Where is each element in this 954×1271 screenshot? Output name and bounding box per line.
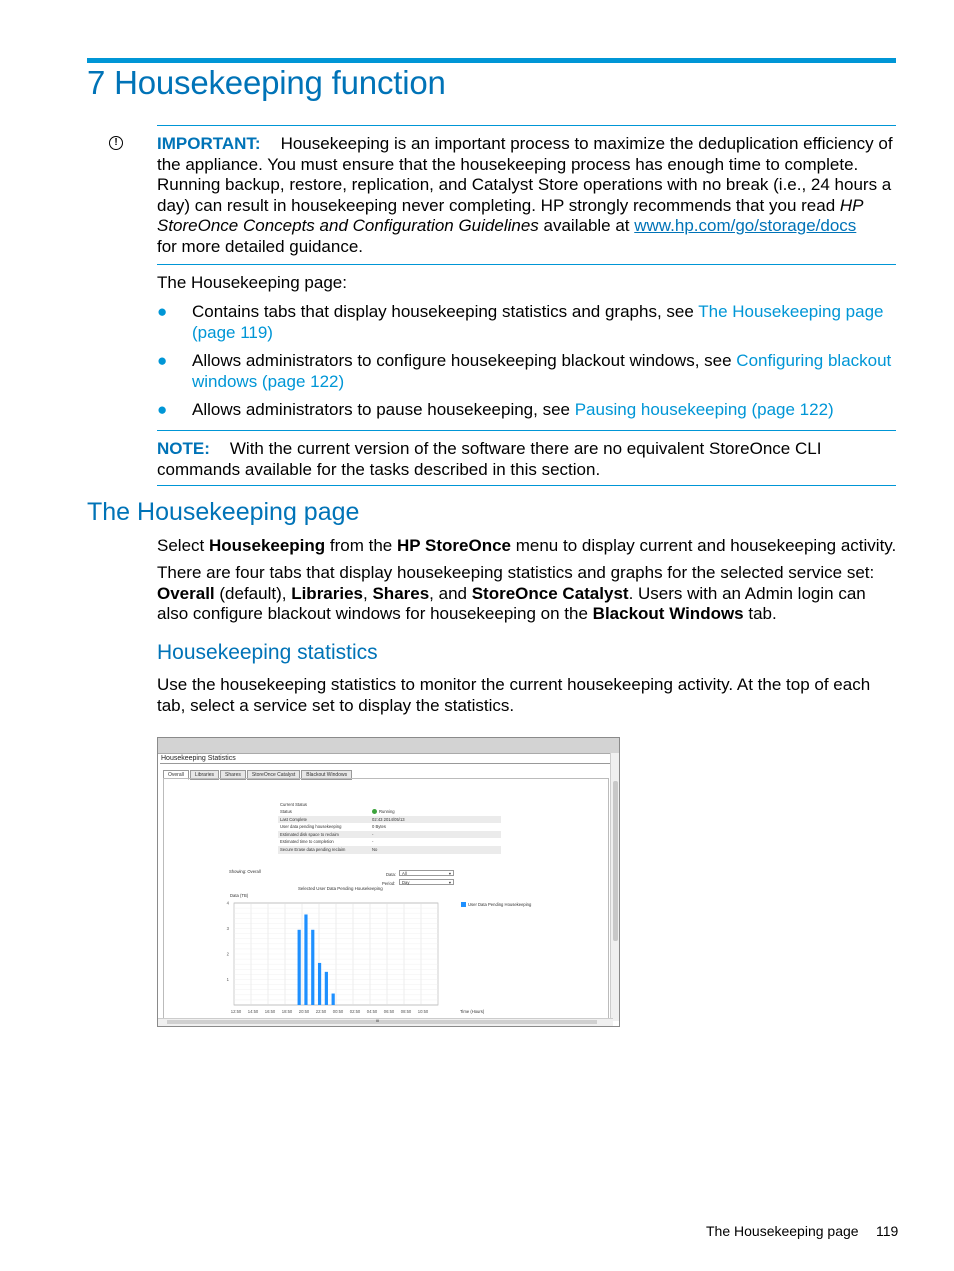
status-heading: Current Status (280, 802, 307, 807)
tab-overall[interactable]: Overall (163, 770, 189, 780)
table-row (278, 838, 501, 846)
text: (default), (214, 583, 292, 603)
status-value: No (372, 846, 378, 852)
note-paragraph (157, 439, 897, 480)
important-text-a: Housekeeping is an important process to maximize the deduplication efficiency of the appliance. You must ensure that the housekeeping process has enough time to complete. Running backup, restore, replication, and Catalyst Store operations with no break (i.e., 24 hours a day) can result in housekeeping never completing. HP strongly recommends that you read (157, 134, 893, 215)
status-key: Estimated time to completion (280, 839, 334, 845)
data-select-value: All (402, 871, 407, 876)
current-status-table (278, 801, 501, 854)
table-row (278, 831, 501, 839)
y-tick-label: 3 (226, 926, 229, 931)
chevron-down-icon: ▾ (448, 880, 451, 885)
bullet-icon: ● (157, 302, 168, 321)
bullet-text: Contains tabs that display housekeeping statistics and graphs, see (192, 302, 699, 321)
chart-title: Selected User Data Pending Housekeeping (298, 886, 383, 891)
important-icon: ! (109, 136, 123, 150)
status-key: Estimated disk space to reclaim (280, 831, 339, 837)
showing-label: Showing: Overall (229, 869, 261, 874)
footer-page-number: 119 (876, 1223, 899, 1239)
text-bold: Shares (372, 583, 430, 603)
text: Select (157, 536, 209, 555)
x-tick-label: 16:50 (264, 1009, 276, 1014)
period-select-value: Day (402, 880, 410, 885)
x-tick-label: 04:50 (366, 1009, 378, 1014)
subsection-paragraph: Use the housekeeping statistics to monitor the current housekeeping activity. At the top of each tab, select a service set to display the statistics. (157, 675, 871, 715)
table-row (278, 823, 501, 831)
important-text-c: for more detailed guidance. (157, 236, 364, 256)
section-paragraph-2 (157, 563, 897, 625)
subsection-title: Housekeeping statistics (157, 641, 378, 664)
chart-bar (311, 930, 314, 1005)
text-bold: HP StoreOnce (397, 536, 512, 555)
status-value: - (372, 839, 374, 845)
status-value-text: Running (379, 809, 395, 814)
running-status-icon (372, 809, 377, 814)
y-tick-label: 1 (226, 977, 229, 982)
x-tick-label: 02:50 (349, 1009, 361, 1014)
x-tick-label: 10:50 (417, 1009, 429, 1014)
note-label: NOTE: (157, 439, 210, 458)
table-row (278, 808, 501, 816)
important-book-title: HP StoreOnce Concepts and Configuration Guidelines (157, 195, 863, 236)
important-text-b: available at (538, 216, 635, 236)
screenshot-title: Housekeeping Statistics (161, 755, 236, 762)
chart-legend (461, 902, 531, 907)
status-key: Last Complete (280, 816, 307, 822)
chart-bar (318, 963, 321, 1005)
tab-libraries[interactable]: Libraries (190, 770, 219, 780)
y-tick-label: 2 (226, 951, 229, 957)
note-top-rule (157, 430, 896, 431)
bullet-text: Allows administrators to configure housekeeping blackout windows, see (192, 351, 737, 371)
text: tab. (743, 604, 777, 624)
x-tick-label: 20:50 (298, 1009, 310, 1014)
scrollbar-thumb[interactable] (613, 781, 618, 941)
chapter-title: 7 Housekeeping function (87, 64, 446, 101)
vertical-scrollbar[interactable] (610, 753, 619, 1021)
important-top-rule (157, 125, 896, 126)
chart-y-axis-title: Data (TB) (230, 893, 249, 898)
note-text: With the current version of the software there are no equivalent StoreOnce CLI commands available for the tasks described in this section. (157, 439, 822, 479)
period-select[interactable] (399, 879, 454, 885)
screenshot-title-rule (160, 763, 612, 764)
bullet-icon: ● (157, 351, 168, 371)
chart-bar (298, 930, 301, 1005)
status-value: 02:43 2014/05/13 (372, 816, 405, 822)
feature-list (157, 302, 897, 429)
table-row (278, 816, 501, 824)
x-tick-label: 06:50 (383, 1009, 395, 1014)
status-key: Secure Erase data pending reclaim (280, 846, 346, 852)
status-key: User data pending housekeeping (280, 824, 342, 830)
footer-section-title: The Housekeeping page (706, 1223, 859, 1239)
bullet-icon: ● (157, 400, 168, 420)
tab-storeonce-catalyst[interactable]: StoreOnce Catalyst (247, 770, 300, 780)
x-tick-label: 00:50 (332, 1009, 344, 1014)
screenshot-header-bar (158, 738, 619, 754)
chart-bar (304, 914, 307, 1005)
scroll-grip: III (376, 1018, 380, 1023)
list-item (157, 351, 897, 392)
text: menu to display current and housekeeping activity. (511, 536, 897, 555)
pausing-housekeeping-link[interactable]: Pausing housekeeping (page 122) (574, 400, 834, 420)
x-tick-label: 22:50 (315, 1009, 327, 1014)
chapter-top-rule (87, 58, 896, 63)
text: . Users with an Admin login can also configure blackout windows for housekeeping on the (157, 583, 866, 624)
important-paragraph (157, 134, 897, 258)
data-filter-label: Data: (386, 872, 397, 877)
bullet-text: Allows administrators to pause housekeeping, see (192, 400, 575, 420)
status-key: Status (280, 809, 292, 814)
tab-blackout-windows[interactable]: Blackout Windows (301, 770, 352, 780)
housekeeping-bar-chart (224, 898, 485, 1018)
intro-text: The Housekeeping page: (157, 273, 347, 292)
section-paragraph-1 (157, 536, 897, 557)
status-rows (278, 808, 501, 854)
storage-docs-link[interactable]: www.hp.com/go/storage/docs (634, 216, 857, 236)
section-title: The Housekeeping page (87, 498, 360, 526)
text: There are four tabs that display housekeeping statistics and graphs for the selected service set: (157, 563, 875, 582)
legend-label: User Data Pending Housekeeping (468, 902, 532, 907)
status-value: 0 Bytes (372, 824, 386, 830)
x-tick-label: 18:50 (281, 1009, 293, 1014)
text-bold: Overall (157, 583, 215, 603)
text-bold: Blackout Windows (592, 604, 744, 624)
status-value: - (372, 831, 374, 837)
important-label: IMPORTANT: (157, 134, 261, 153)
note-bottom-rule (157, 485, 896, 486)
list-item (157, 302, 897, 343)
text: , and (429, 583, 472, 603)
y-tick-label: 4 (226, 900, 229, 906)
text: , (363, 583, 373, 603)
important-bottom-rule (157, 264, 896, 265)
housekeeping-page-link[interactable]: The Housekeeping page (page 119) (192, 302, 884, 342)
horizontal-scrollbar[interactable] (158, 1018, 613, 1026)
status-value (372, 808, 501, 816)
chevron-down-icon: ▾ (448, 871, 451, 876)
text-bold: Housekeeping (208, 536, 326, 555)
data-select[interactable] (399, 870, 454, 876)
table-row (278, 846, 501, 854)
housekeeping-statistics-screenshot (157, 737, 620, 1027)
tab-shares[interactable]: Shares (220, 770, 246, 780)
chart-bar (325, 972, 328, 1005)
text-bold: StoreOnce Catalyst (471, 583, 629, 603)
x-tick-label: 08:50 (400, 1009, 412, 1014)
period-filter-label: Period: (382, 881, 396, 886)
x-axis-title: Time (Hours) (460, 1009, 485, 1014)
chart-bar (332, 994, 335, 1005)
x-tick-label: 14:50 (247, 1009, 259, 1014)
text: from the (325, 536, 397, 555)
x-tick-label: 12:50 (230, 1009, 242, 1014)
list-item (157, 400, 897, 421)
blackout-windows-link[interactable]: Configuring blackout windows (page 122) (192, 351, 892, 391)
scrollbar-thumb[interactable] (167, 1020, 597, 1024)
text-bold: Libraries (291, 583, 364, 603)
